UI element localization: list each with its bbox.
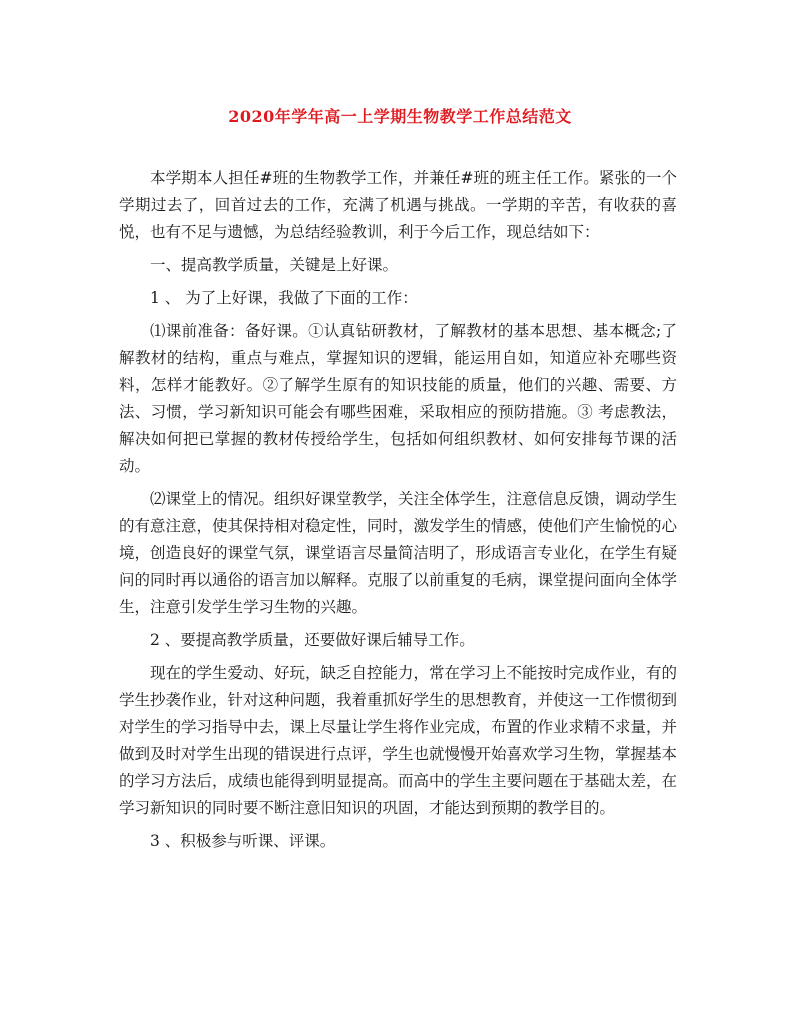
document-title: 2020年学年高一上学期生物教学工作总结范文 — [228, 107, 572, 126]
paragraph-tutoring: 现在的学生爱动、好玩，缺乏自控能力，常在学习上不能按时完成作业，有的学生抄袭作业，针对这种问题，我着重抓好学生的思想教育，并使这一工作惯彻到对学生的学习指导中去，课上尽量让学生将作业完成，布置的作业求精不求量，并做到及时对学生出现的错误进行点评，学生也就慢慢开始喜欢学习生物，掌握基本的学习方法后，成绩也能得到明显提高。而高中的学生主要问题在于基础太差，在学习新知识的同时要不断注意旧知识的巩固，才能达到预期的教学目的。 — [119, 664, 678, 817]
section-heading-1: 一、提高教学质量，关键是上好课。 — [150, 256, 399, 274]
paragraph-intro: 本学期本人担任#班的生物教学工作，并兼任#班的班主任工作。紧张的一个学期过去了，回首过去的工作，充满了机遇与挑战。一学期的辛苦，有收获的喜悦，也有不足与遗憾，为总结经验教训，利于今后工作，现总结如下： — [119, 169, 677, 241]
paragraph-classroom: ⑵课堂上的情况。组织好课堂教学，关注全体学生，注意信息反馈，调动学生的有意注意，使其保持相对稳定性，同时，激发学生的情感，使他们产生愉悦的心境，创造良好的课堂气氛，课堂语言尽量简洁明了，形成语言专业化，在学生有疑问的同时再以通俗的语言加以解释。克服了以前重复的毛病，课堂提问面向全体学生，注意引发学生学习生物的兴趣。 — [119, 490, 678, 616]
subsection-heading-3: 3 、积极参与听课、评课。 — [150, 832, 336, 850]
document-body — [119, 165, 677, 861]
subsection-heading-1: 1 、 为了上好课，我做了下面的工作： — [150, 289, 418, 307]
subsection-heading-2: 2 、要提高教学质量，还要做好课后辅导工作。 — [150, 631, 475, 649]
paragraph-preparation: ⑴课前准备：备好课。①认真钻研教材，了解教材的基本思想、基本概念;了解教材的结构，重点与难点，掌握知识的逻辑，能运用自如，知道应补充哪些资料，怎样才能教好。②了解学生原有的知识技能的质量，他们的兴趣、需要、方法、习惯，学习新知识可能会有哪些困难，采取相应的预防措施。③ 考虑教法，解决如何把已掌握的教材传授给学生，包括如何组织教材、如何安排每节课的活动。 — [119, 322, 677, 475]
